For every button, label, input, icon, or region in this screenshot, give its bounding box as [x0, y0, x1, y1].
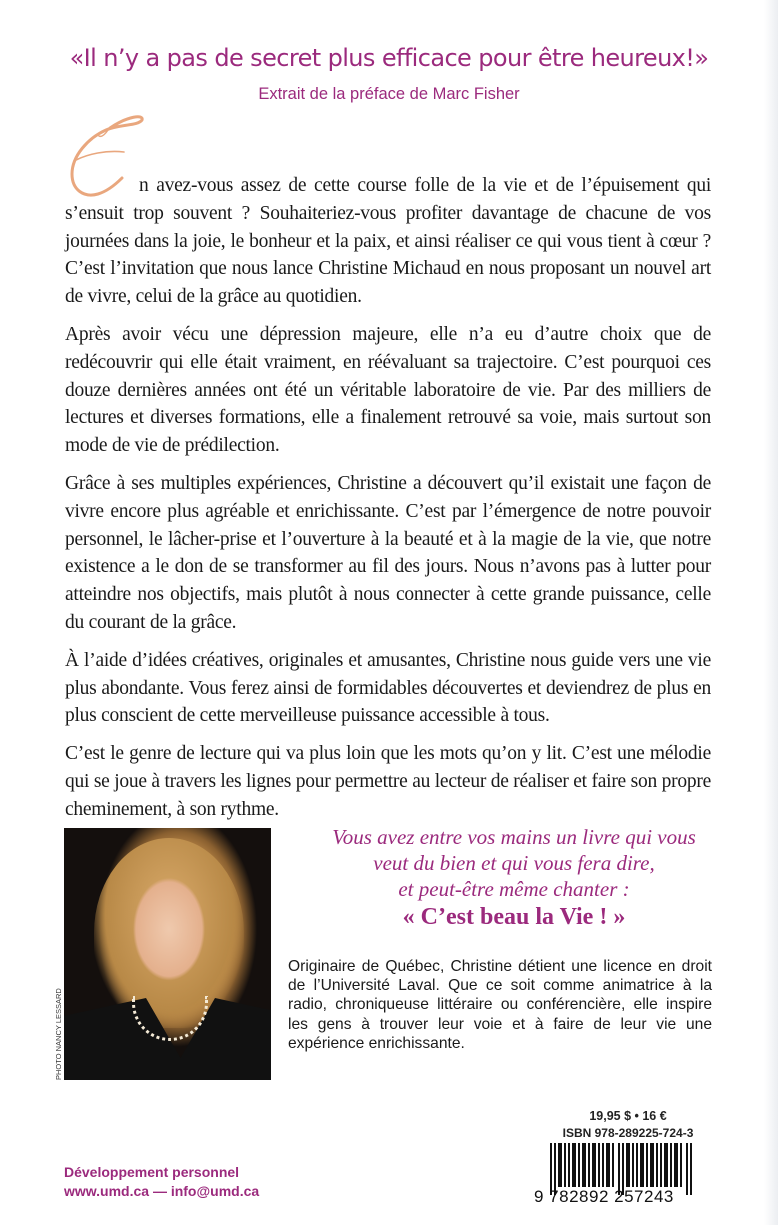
callout-line: veut du bien et qui vous fera dire,: [373, 851, 655, 875]
page-edge-shadow: [764, 0, 778, 1225]
barcode-digits: 9 782892 257243: [534, 1187, 674, 1206]
callout-quote: « C’est beau la Vie ! »: [402, 904, 626, 930]
isbn-label: ISBN 978-289225-724-3: [562, 1126, 694, 1140]
author-callout: [284, 824, 744, 930]
author-bio: Originaire de Québec, Christine détient une licence en droit de l’Université Laval. Que ce soit comme animatrice à la radio, chroniqueuse littéraire ou conférencière, elle inspire les gens à trouver leur voie et à faire de leur vie une expérience enrichissante.: [288, 958, 712, 1052]
tagline-source: Extrait de la préface de Marc Fisher: [258, 85, 520, 103]
paragraph-intro: n avez-vous assez de cette course folle de la vie et de l’épuisement qui s’ensuit trop souvent ? Souhaiteriez-vous profiter davantage de chacune de vos journées dans la joie, le bonheur et la paix, et ainsi réaliser ce qui vous tient à cœur ? C’est l’invitation que nous lance Christine Michaud en nous proposant un nouvel art de vivre, celui de la grâce au quotidien.: [65, 175, 711, 308]
paragraph-ideas: À l’aide d’idées créatives, originales et amusantes, Christine nous guide vers une vie plus abondante. Vous ferez ainsi de formidables découvertes et deviendrez de plus en plus conscient de cette merveilleuse puissance accessible à tous.: [65, 649, 711, 727]
callout-line: et peut-être même chanter :: [398, 877, 630, 901]
author-photo: [64, 828, 271, 1080]
paragraph-melody: C’est le genre de lecture qui va plus loin que les mots qu’on y lit. C’est une mélodie qui se joue à travers les lignes pour permettre au lecteur de réaliser et faire son propre cheminement, à son rythme.: [65, 743, 711, 820]
photo-credit: PHOTO NANCY LESSARD: [54, 988, 63, 1080]
paragraph-experiences: Grâce à ses multiples expériences, Christine a découvert qu’il existait une façon de vivre encore plus agréable et enrichissante. C’est par l’émergence de notre pouvoir personnel, le lâcher-prise et l’ouverture à la beauté et à la magie de la vie, que notre existence a le don de se transformer au fil des jours. Nous n’avons pas à lutter pour atteindre nos objectifs, mais plutôt à nous connecter à cette grande puissance, celle du courant de la grâce.: [65, 472, 711, 633]
tagline-quote: «Il n’y a pas de secret plus efficace pour être heureux!»: [69, 44, 709, 72]
category-label: Développement personnel: [64, 1164, 240, 1180]
back-cover-body: [65, 172, 711, 834]
publisher-contacts: www.umd.ca — info@umd.ca: [64, 1183, 260, 1199]
callout-line: Vous avez entre vos mains un livre qui vous: [332, 825, 696, 849]
price-label: 19,95 $ • 16 €: [589, 1109, 667, 1123]
paragraph-depression: Après avoir vécu une dépression majeure, elle n’a eu d’autre choix que de redécouvrir qui elle était vraiment, en réévaluant sa trajectoire. C’est pourquoi ces douze dernières années ont été un véritable laboratoire de vie. Par des milliers de lectures et diverses formations, elle a finalement retrouvé sa voie, mais surtout son mode de vie de prédilection.: [65, 323, 711, 457]
